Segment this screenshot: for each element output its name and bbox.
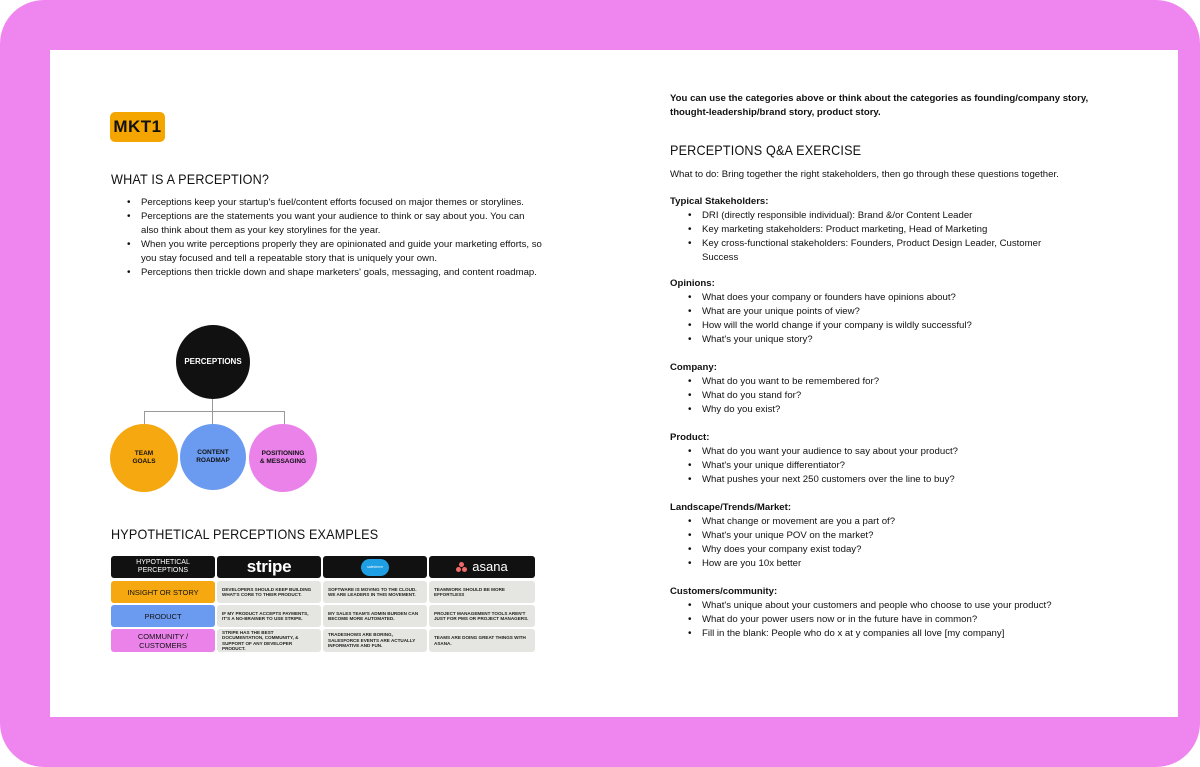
section-list	[670, 599, 1150, 641]
list-item: • Key marketing stakeholders: Product marketing, Head of Marketing	[670, 223, 1150, 237]
connector-line	[212, 399, 213, 411]
salesforce-logo	[361, 559, 389, 576]
section-list	[670, 291, 1150, 347]
section-list	[670, 209, 1150, 265]
section-title: Product:	[670, 432, 710, 443]
section-title: Company:	[670, 362, 717, 373]
bullet-item: • Perceptions keep your startup's fuel/content efforts focused on major themes or storylines.	[123, 196, 543, 210]
connector-line	[284, 411, 285, 424]
section-product	[670, 431, 1150, 487]
qa-sections	[670, 195, 1150, 641]
list-item: • DRI (directly responsible individual): Brand &/or Content Leader	[670, 209, 1150, 223]
table-cell: PROJECT MANAGEMENT TOOLS AREN'T JUST FOR PMS OR PROJECT MANAGERS.	[429, 605, 535, 627]
perceptions-root-node: PERCEPTIONS	[176, 325, 250, 399]
row-label-insight: INSIGHT OR STORY	[111, 581, 215, 603]
table-cell: SOFTWARE IS MOVING TO THE CLOUD. WE ARE LEADERS IN THIS MOVEMENT.	[323, 581, 427, 603]
bullet-item: • Perceptions then trickle down and shape marketers' goals, messaging, and content roadmap.	[123, 266, 543, 280]
perception-bullets	[123, 196, 543, 280]
list-item: • What's your unique POV on the market?	[670, 529, 1150, 543]
table-corner-header: HYPOTHETICAL PERCEPTIONS	[111, 556, 215, 578]
positioning-messaging-node: POSITIONING & MESSAGING	[249, 424, 317, 492]
section-list	[670, 375, 1150, 417]
list-item: • Fill in the blank: People who do x at y companies all love [my company]	[670, 627, 1150, 641]
intro-text: You can use the categories above or think about the categories as founding/company story, thought-leadership/brand story, product story.	[670, 93, 1089, 118]
what-is-perception-heading: WHAT IS A PERCEPTION?	[111, 171, 270, 187]
list-item: • What do you want to be remembered for?	[670, 375, 1150, 389]
connector-line	[144, 411, 145, 424]
section-opinions	[670, 277, 1150, 347]
list-item: • What's your unique differentiator?	[670, 459, 1150, 473]
team-goals-node: TEAM GOALS	[110, 424, 178, 492]
section-list	[670, 515, 1150, 571]
list-item: • Why do you exist?	[670, 403, 1150, 417]
connector-line	[212, 411, 213, 424]
section-customers	[670, 585, 1150, 641]
section-title: Landscape/Trends/Market:	[670, 502, 792, 513]
section-title: Typical Stakeholders:	[670, 196, 769, 207]
asana-brand-header	[429, 556, 535, 578]
salesforce-logo-text: salesforce	[367, 565, 383, 569]
list-item: • What do you stand for?	[670, 389, 1150, 403]
asana-dots-icon	[456, 562, 468, 572]
list-item: • How will the world change if your company is wildly successful?	[670, 319, 1150, 333]
salesforce-brand-header	[323, 556, 427, 578]
list-item: • What pushes your next 250 customers over the line to buy?	[670, 473, 1150, 487]
bullet-item: • When you write perceptions properly they are opinionated and guide your marketing efforts, so you stay focused and tell a repeatable story that is uniquely your own.	[123, 238, 543, 266]
hypothetical-examples-heading: HYPOTHETICAL PERCEPTIONS EXAMPLES	[111, 526, 379, 542]
table-cell: TEAMWORK SHOULD BE MORE EFFORTLESS	[429, 581, 535, 603]
list-item: • What's unique about your customers and people who choose to use your product?	[670, 599, 1150, 613]
list-item: • What's your unique story?	[670, 333, 1150, 347]
table-cell: MY SALES TEAM'S ADMIN BURDEN CAN BECOME MORE AUTOMATED.	[323, 605, 427, 627]
list-item: • Why does your company exist today?	[670, 543, 1150, 557]
section-title: Customers/community:	[670, 586, 778, 597]
list-item: • How are you 10x better	[670, 557, 1150, 571]
stripe-brand-header	[217, 556, 321, 578]
list-item: • Key cross-functional stakeholders: Founders, Product Design Leader, Customer Success	[670, 237, 1062, 265]
list-item: • What change or movement are you a part of?	[670, 515, 1150, 529]
section-list	[670, 445, 1150, 487]
content-roadmap-node: CONTENT ROADMAP	[180, 424, 246, 490]
row-label-community: COMMUNITY / CUSTOMERS	[111, 629, 215, 652]
table-cell: TRADESHOWS ARE BORING, SALESFORCE EVENTS ARE ACTUALLY INFORMATIVE AND FUN.	[323, 629, 427, 652]
document-page	[50, 50, 1178, 717]
row-label-product: PRODUCT	[111, 605, 215, 627]
qa-exercise-heading: PERCEPTIONS Q&A EXERCISE	[670, 142, 862, 158]
list-item: • What do your power users now or in the future have in common?	[670, 613, 1150, 627]
what-to-do-text: What to do: Bring together the right stakeholders, then go through these questions together.	[670, 169, 1059, 180]
table-cell: DEVELOPERS SHOULD KEEP BUILDING WHAT'S CORE TO THEIR PRODUCT.	[217, 581, 321, 603]
section-company	[670, 361, 1150, 417]
connector-line	[144, 411, 284, 412]
asana-logo-text: asana	[472, 559, 508, 574]
list-item: • What does your company or founders have opinions about?	[670, 291, 1150, 305]
section-title: Opinions:	[670, 278, 715, 289]
list-item: • What do you want your audience to say about your product?	[670, 445, 1150, 459]
stripe-logo: stripe	[246, 557, 292, 576]
section-landscape	[670, 501, 1150, 571]
table-cell: TEAMS ARE DOING GREAT THINGS WITH ASANA.	[429, 629, 535, 652]
table-cell: IF MY PRODUCT ACCEPTS PAYMENTS, IT'S A NO-BRAINER TO USE STRIPE.	[217, 605, 321, 627]
mkt1-logo: MKT1	[110, 112, 165, 142]
bullet-item: • Perceptions are the statements you want your audience to think or say about you. You can also think about them as your key storylines for the year.	[123, 210, 543, 238]
table-cell: STRIPE HAS THE BEST DOCUMENTATION, COMMUNITY, & SUPPORT OF ANY DEVELOPER PRODUCT.	[217, 629, 321, 652]
list-item: • What are your unique points of view?	[670, 305, 1150, 319]
section-stakeholders	[670, 195, 1150, 265]
